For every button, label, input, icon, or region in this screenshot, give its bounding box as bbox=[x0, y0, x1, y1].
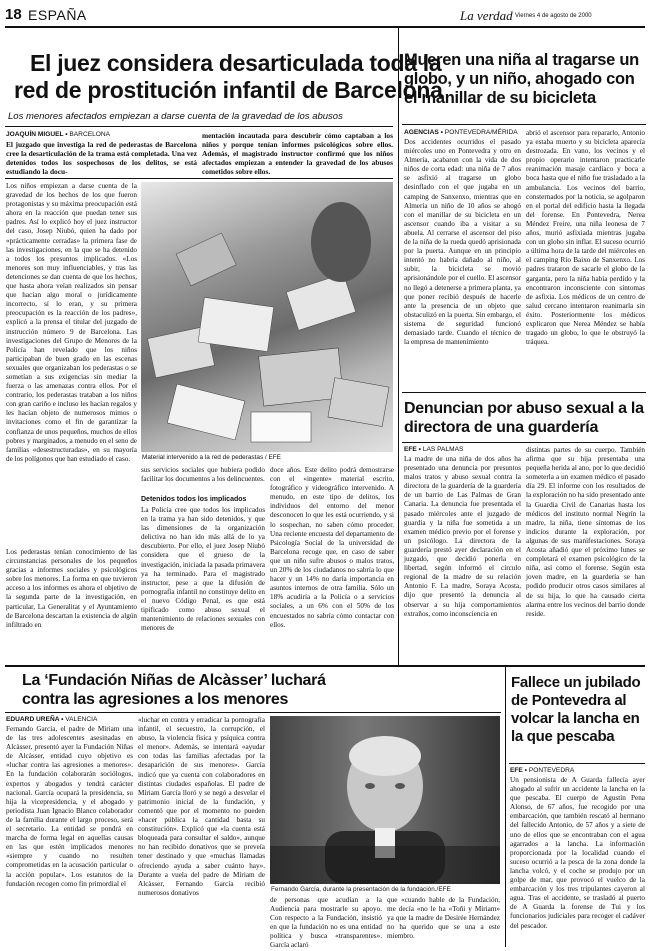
article2-byline-name: AGENCIAS bbox=[404, 129, 439, 136]
article4-byline-place: VALENCIA bbox=[65, 716, 98, 723]
main-col2-subhead: Detenidos todos los implicados bbox=[141, 496, 247, 503]
article4-rule bbox=[5, 712, 501, 713]
article2-byline: AGENCIAS • PONTEVEDRA/MÉRIDA bbox=[404, 129, 518, 136]
article2-col1-text: Dos accidentes ocurridos el pasado miércoles uno en Pontevedra y otro en Almería, acabaron con la vida de dos niños de corta edad: una niña de 7 años se asfixió al tragarse un globo desinflado con el que jugaba en un camping de Sanxenxo, mientras que en Almería un niño de 10 años se ahogó con el manillar de su bicicleta en un ascensor cuando iba a visitar a su abuela. Al cerrarse el ascensor del piso de la niña de la rueda quedó aprisionada por la puerta. Aunque en un principio intentó no habría dañado al niño, al subir, la bicicleta se movió aprisionándole por el cuello. El ascensor no llegó a detenerse a primera planta, ya que poner recibió después de hacerle ante la presencia de un objeto que obstaculizó en la puerta. Sin embargo, el sistema de seguridad funcionó demasiado tarde. Cuando el técnico de la empresa de mantenimiento bbox=[404, 138, 521, 347]
article3-byline-place: LAS PALMAS bbox=[422, 446, 464, 453]
article5-byline: EFE • PONTEVEDRA bbox=[510, 767, 575, 774]
main-subtitle: Los menores afectados empiezan a darse cuenta de la gravedad de los abusos bbox=[8, 111, 343, 122]
portrait-illustration bbox=[270, 716, 500, 884]
main-byline-name: JOAQUÍN MIGUEL bbox=[6, 131, 64, 138]
main-headline-line2: red de prostitución infantil de Barcelona bbox=[14, 77, 443, 103]
header-rule bbox=[5, 26, 645, 28]
column-divider bbox=[398, 28, 399, 665]
article2-rule bbox=[402, 124, 646, 125]
section-title: ESPAÑA bbox=[28, 7, 87, 23]
main-col1-text: Los niños empiezan a darse cuenta de la gravedad de los hechos de los que fueron protagonistas y su máxima preocupación está ahora en la reacción que puedan tener sus padres. Así lo explicó hoy el juez instructor del caso, Josep Niubó, quien ha dado por «prácticamente cerradas» la primera fase de las investigaciones, en la que se ha detenido a todos los presuntos implicados. «Los menores son muy influenciables, y tras las detenciones se dan cuenta de que los hechos, que hasta ahora veían realizados sin pensar que hacían algo moral o jurídicamente incorrecto, sí lo eran, y su primera preocupación es la reacción de los padres», explicó a la prensa el titular del juzgado de instrucción número 9 de Barcelona. Las investigaciones del Grupo de Menores de la Policía han revelado que los niños participaban de buen grado en las escenas sexuales que organizaban los pederastas o se sometían a sus exigencias sin mediar la fuerza o las amenazas contra ellos. Por el contrario, los pederastas trataban a los niños con gran cariño e incluso les hacían regalos y les hacían objeto de numerosos mimos o invitaciones como el fin de garantizar la confianza de unos pequeños, muchos de ellos pobres y marginados, a menudo en el seno de familias «desestructuradas», en su mayoría de los polígonos que han estudiado el caso. bbox=[6, 182, 137, 463]
article4-photo-caption: Fernando García, durante la presentación de la fundación./EFE bbox=[271, 886, 451, 893]
article2-byline-place: PONTEVEDRA/MÉRIDA bbox=[444, 129, 518, 136]
article4-photo bbox=[270, 716, 500, 884]
article3-byline-name: EFE bbox=[404, 446, 417, 453]
main-col2-text: sus servicios sociales que hubiera podido facilitar los documentos a los delincuentes. bbox=[141, 466, 265, 484]
main-lead-col2: mentación incautada para descubrir cómo captaban a los niños y porque tenían informes psicológicos sobre ellos. Además, el magistrado instructor confirmó que los niños afectados empiezan a entender la gravedad de los abusos cometidos sobre ellos. bbox=[202, 131, 393, 177]
bottom-section-rule bbox=[5, 665, 645, 667]
article5-headline: Fallece un jubilado de Pontevedra al volcar la lancha en la que pescaba bbox=[511, 674, 641, 745]
article2-headline: Mueren una niña al tragarse un globo, y un niño, ahogado con el manillar de su bicicleta bbox=[404, 51, 639, 107]
main-headline-line1: El juez considera desarticulada toda la bbox=[30, 50, 442, 76]
article5-rule bbox=[509, 763, 645, 764]
article2-col2-text: abrió el ascensor para repararlo, Antonio ya estaba muerto y su bicicleta aparecía destrozada. En vano, los vecinos y el propio operario intentaron practicarle reanimación masaje cardíaco y boca a boca hasta que el niño fue trasladado a la ambulancia. Los vecinos del barrio, consternados por la noticia, se agolparon en el portal del edificio hasta la llegada del forense. En Pontevedra, Nerea Méndez Freire, una niña leonesa de 7 años, murió asfixiada mientras jugaba con un globo sin inflar. El suceso ocurrió a última hora de la tarde del miércoles en el camping Río Baixo de Sanxenxo. Los padres trataron de sacarle el globo de la garganta, pero la niña había perdido y la encontraron inconsciente con síntomas de asfixia. Los médicos de un centro de salud cercano intentaron reanimarla sin éxito. Posteriormente los médicos explicaron que Nerea Méndez se había tragado un globo, lo que le obstruyó la tráquea. bbox=[526, 129, 645, 347]
article4-col2-text: «luchar en contra y erradicar la pornografía infantil, el secuestro, la corrupción, el abuso, la violencia física y psíquica contra el menor». Además, se intentará «ayudar con todas las familias afectadas por la desaparición de sus menores». García indicó que ya cuenta con colaboradores en distintas ciudades españolas. El padre de Míriam García lloró y se negó a desvelar el patrimonio inicial de la fundación, y comentó que por el momento no pueden «hacer pública la cantidad basta su constitución». Explicó que «la cuenta está bloqueada para consultar el saldo», aunque no han recibido donativos que se preveía tener destinado y que «muchas llamadas ofreciendo ayuda a saber cuánto hay». Durante a vuela del padre de Míriam de Alcàsser, Fernando García recibió numerosos donativos bbox=[138, 716, 265, 897]
main-lead-col1: El juzgado que investiga la red de pederastas de Barcelona cree la desarticulación de la trama está completada. Una vez detenidos todos los sospechosos de los delitos, se está estudiando la docu- bbox=[6, 140, 197, 177]
article3-top-rule bbox=[402, 392, 646, 393]
seized-material-illustration bbox=[141, 182, 393, 452]
article5-byline-name: EFE bbox=[510, 767, 523, 774]
main-byline-place: BARCELONA bbox=[69, 131, 111, 138]
article4-headline-line1: La ‘Fundación Niñas de Alcàsser’ luchará bbox=[22, 672, 326, 689]
article3-col2-text: distintas partes de su cuerpo. También afirma que su hija presentaba una pequeña herida al ano, por lo que decidió someterla a un examen médico el pasado día 29. El informe con los resultados de la exploración no ha sido presentado ante la Guardia Civil de Canarias hasta los médicos del instituto normal Negrín la madre, la niña, tiene síntomas de los indicios durante la exploración, por algunas de sus manifestaciones. Soraya Acosta añadió que el próximo lunes se completará el examen psicológico de la niña, así como el forense. Según esta joven madre, en la guardería se han podido producir otros casos similares al de su hija, lo que ha causado cierta alarma entre los vecinos del barrio donde reside. bbox=[526, 446, 645, 618]
article4-col3-text: de personas que acudían a la Audiencia para mostrarle su apoyo. Con respecto a la Fundación, insistió en que la fundación no es una entidad política y busca «transparentes». García aclaró bbox=[270, 896, 382, 950]
main-photo-caption: Material intervenido a la red de pederastas / EFE bbox=[142, 454, 281, 461]
article5-byline-place: PONTEVEDRA bbox=[528, 767, 575, 774]
article3-byline: EFE • LAS PALMAS bbox=[404, 446, 464, 453]
lead-rule bbox=[5, 178, 393, 179]
main-col2-text-2: La Policía cree que todos los implicados en la trama ya han sido detenidos, y que las dimensiones de la organización delictiva no han ido más allá de lo ya descubierto. Por ello, el juez Josep Niubó considera que el grueso de la investigación, iniciada la pasada primavera ya ha terminado. Para el magistrado instructor, pese a que la difusión de pornografía infantil no constituye delito en el nuevo Código Penal, es que está tipificado como abuso sexual el mantenimiento de relaciones sexuales con menores de bbox=[141, 506, 265, 633]
article4-byline: EDUARD UREÑA • VALENCIA bbox=[6, 716, 98, 723]
main-photo bbox=[141, 182, 393, 452]
issue-date: Viernes 4 de agosto de 2000 bbox=[515, 13, 592, 19]
newspaper-name: La verdad bbox=[460, 8, 513, 23]
main-col1-text-2: Los pederastas tenían conocimiento de las circunstancias personales de los pequeños gracias a informes sociales y psicológicos sobre los menores. La forma en que tuvieron acceso a los informes es ahora el objetivo de la segunda parte de la investigación, en particular, La Generalitat y el Ayuntamiento de Barcelona descartan la existencia de algún infiltrado en bbox=[6, 548, 137, 629]
article4-byline-name: EDUARD UREÑA bbox=[6, 716, 60, 723]
article4-col4-text: que «cuando hable de la Fundación, me decía «no le ha «Toñi y Míriam» ya que la madre de Desirée Hernández no ha querido que se una a este miembro. bbox=[387, 896, 500, 941]
article5-col1-text: Un pensionista de A Guarda fallecía ayer ahogado al sufrir un accidente la lancha en la que pescaba. El cuerpo de Agustín Pena Alonso, de 67 años, fue recogido por una embarcación, que también rescató al hermano del fallecido Antonio, de 57 años y a siete de uno de ellos que se encontraban con el agua agarrados a la lancha. La información proporcionada por la localidad cuando el suceso ocurrió a la pesca de la zona donde la lancha volcó, y el coche se produjo por un golpe de mar, que provocó el vuelco de la embarcación y los tres tripulantes cayeron al agua. Tras el accidente, se trasladó al puerto de A Guarda la forense de Tui y los funcionarios judiciales para recoger el cadáver del pescador. bbox=[510, 776, 645, 930]
main-byline: JOAQUÍN MIGUEL • BARCELONA bbox=[6, 131, 111, 138]
article4-headline-line2: contra las agresiones a los menores bbox=[22, 691, 289, 708]
page-number: 18 bbox=[5, 6, 22, 23]
article4-col1-text: Fernando García, el padre de Míriam una de las tres adolescentes asesinadas en Alcàsser, presentó ayer la Fundación Niñas de Alcàsser, entidad cuyo objetivo es «luchar contra las agresiones a menores». En la fundación colaborarán sociólogos, expertos y abogados y tendrá carácter nacional. García ocupará la presidencia, su hija la vicepresidencia, y el abogado y periodista Juan Ignacio Blanco colaborador de la familia durante el largo proceso, será el secretario. La entidad se pondrá en marcha de forma legal en aquellas causas en las que estén implicados menores «siempre y cuando no resulten comprometidas en la acusación particular o la acción popular». Los estatutos de la fundación recogen como fin primordial el bbox=[6, 725, 133, 888]
subtitle-rule bbox=[5, 126, 393, 127]
article3-col1-text: La madre de una niña de dos años ha presentado una denuncia por presuntos malos tratos y abuso sexual contra la directora de la guardería de la guardería de un barrio de Las Palmas de Gran Canaria. La denuncia fue presentada el pasado miércoles ante el juzgado de guardia y la niña fue sometida a un examen médico previo por el forense y un psicólogo. La directora de la guardería prestó ayer declaración en el juzgado, que decidió ponerla en libertad, según informó el círculo regional de la madre de su relación Antonio F. La madre, Soraya Acosta, dijo que presentó la denuncia al observar a su hija comportamientos extraños, como inconsciencia en bbox=[404, 455, 521, 618]
article3-headline: Denuncian por abuso sexual a la directora de una guardería bbox=[404, 400, 644, 436]
article3-rule bbox=[402, 442, 646, 443]
bottom-column-divider bbox=[505, 667, 506, 947]
main-col3-text: doce años. Este delito podrá demostrarse con el «ingente» material escrito, fotográfico y videográfico intervenido. A menudo, en este tipo de delitos, los individuos del entorno del menor desconocen lo que les está ocurriendo, y si lo sospechan, no saben cómo proceder. Una reciente encuesta del departamento de Psicología Social de la universidad de Barcelona recoge que, en caso de saber que un niño sufre abusos o malos tratos, un 20% de los ciudadanos no sabría lo que hacer y un 14% no daría importancia en asuntos internos de otra familia. Sólo un 18% acudiría a la Policía o a servicios sociales, a un 6% con el 50% de los encuestados no sabría cómo contactar con ellos. bbox=[270, 466, 394, 629]
